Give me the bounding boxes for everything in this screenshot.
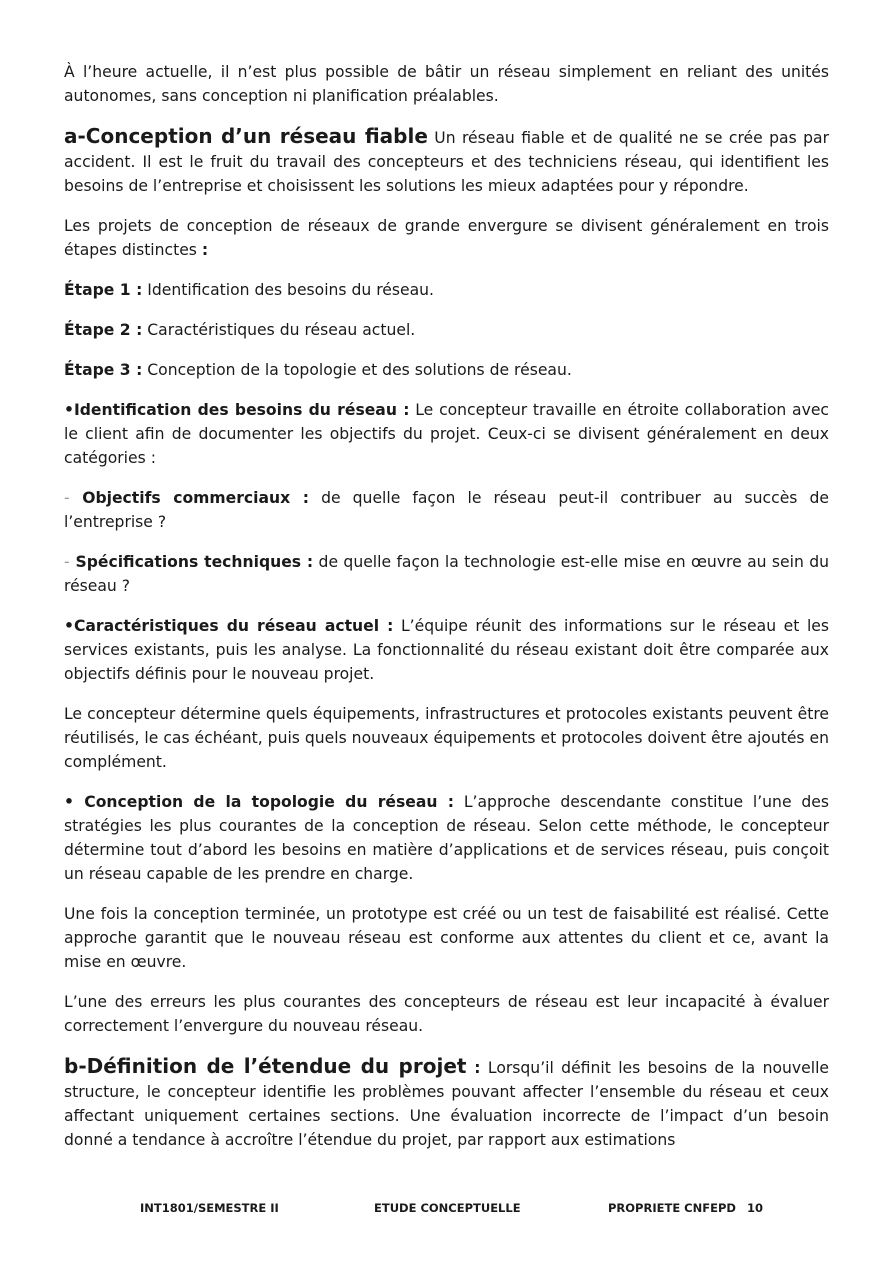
bullet-identification xyxy=(64,398,829,470)
step-3 xyxy=(64,358,829,382)
dash-specifications-marker: - xyxy=(64,553,70,571)
dash-objectifs xyxy=(64,486,829,534)
bullet-topologie xyxy=(64,790,829,886)
footer-title: ETUDE CONCEPTUELLE xyxy=(374,1201,521,1215)
section-b-colon: : xyxy=(466,1059,481,1077)
step-3-text: Conception de la topologie et des solutions de réseau. xyxy=(142,361,572,379)
errors-paragraph xyxy=(64,990,829,1038)
section-b-paragraph xyxy=(64,1054,829,1152)
intro-paragraph xyxy=(64,60,829,108)
dash-specifications xyxy=(64,550,829,598)
step-1 xyxy=(64,278,829,302)
bullet-topologie-label: • Conception de la topologie du réseau : xyxy=(64,793,455,811)
dash-objectifs-label: Objectifs commerciaux : xyxy=(69,489,309,507)
bullet-caracteristiques-text: L’équipe réunit des informations sur le réseau et les services existants, puis les analyse. La fonctionnalité du réseau existant doit être comparée aux objectifs définis pour le nouveau projet. xyxy=(64,617,829,683)
section-a-heading: a-Conception d’un réseau fiable xyxy=(64,124,428,148)
footer-course: INT1801/SEMESTRE II xyxy=(140,1201,279,1215)
step-1-label: Étape 1 : xyxy=(64,281,143,299)
reuse-paragraph xyxy=(64,702,829,774)
bullet-caracteristiques xyxy=(64,614,829,686)
errors-text: L’une des erreurs les plus courantes des concepteurs de réseau est leur incapacité à évaluer correctement l’envergure du nouveau réseau. xyxy=(64,993,829,1035)
bullet-caracteristiques-label: •Caractéristiques du réseau actuel : xyxy=(64,617,394,635)
page-number: 10 xyxy=(747,1201,764,1215)
intro-text: À l’heure actuelle, il n’est plus possible de bâtir un réseau simplement en reliant des unités autonomes, sans conception ni planification préalables. xyxy=(64,63,829,105)
steps-intro-paragraph xyxy=(64,214,829,262)
steps-intro-text: Les projets de conception de réseaux de grande envergure se divisent généralement en trois étapes distinctes xyxy=(64,217,829,259)
step-3-label: Étape 3 : xyxy=(64,361,143,379)
section-b-heading: b-Définition de l’étendue du projet xyxy=(64,1054,467,1078)
dash-objectifs-marker: - xyxy=(64,489,70,507)
prototype-paragraph xyxy=(64,902,829,974)
section-a-text: Un réseau fiable et de qualité ne se crée pas par accident. Il est le fruit du travail des concepteurs et des techniciens réseau, qui identifient les besoins de l’entreprise et choisissent les solutions les mieux adaptées pour y répondre. xyxy=(64,129,829,195)
section-a-paragraph xyxy=(64,124,829,198)
reuse-text: Le concepteur détermine quels équipements, infrastructures et protocoles existants peuvent être réutilisés, le cas échéant, puis quels nouveaux équipements et protocoles doivent être ajoutés en complément. xyxy=(64,705,829,771)
dash-objectifs-text: de quelle façon le réseau peut-il contribuer au succès de l’entreprise ? xyxy=(64,489,829,531)
section-b-text: Lorsqu’il définit les besoins de la nouvelle structure, le concepteur identifie les problèmes pouvant affecter l’ensemble du réseau et ceux affectant uniquement certaines sections. Une évaluation incorrecte de l’impact d’un besoin donné a tendance à accroître l’étendue du projet, par rapport aux estimations xyxy=(64,1059,829,1149)
step-2 xyxy=(64,318,829,342)
footer-owner: PROPRIETE CNFEPD xyxy=(608,1201,736,1215)
dash-specifications-text: de quelle façon la technologie est-elle mise en œuvre au sein du réseau ? xyxy=(64,553,830,595)
step-2-label: Étape 2 : xyxy=(64,321,143,339)
step-1-text: Identification des besoins du réseau. xyxy=(142,281,435,299)
step-2-text: Caractéristiques du réseau actuel. xyxy=(142,321,416,339)
bullet-topologie-text: L’approche descendante constitue l’une des stratégies les plus courantes de la conception de réseau. Selon cette méthode, le concepteur détermine tout d’abord les besoins en matière d’applications et de services réseau, puis conçoit un réseau capable de les prendre en charge. xyxy=(64,793,829,883)
steps-intro-colon: : xyxy=(201,241,209,259)
document-body xyxy=(64,60,829,1168)
prototype-text: Une fois la conception terminée, un prototype est créé ou un test de faisabilité est réalisé. Cette approche garantit que le nouveau réseau est conforme aux attentes du client et ce, avant la mise en œuvre. xyxy=(64,905,829,971)
bullet-identification-text: Le concepteur travaille en étroite collaboration avec le client afin de documenter les objectifs du projet. Ceux-ci se divisent généralement en deux catégories : xyxy=(64,401,829,467)
bullet-identification-label: •Identification des besoins du réseau : xyxy=(64,401,410,419)
dash-specifications-label: Spécifications techniques : xyxy=(69,553,314,571)
page-footer xyxy=(0,1201,893,1219)
